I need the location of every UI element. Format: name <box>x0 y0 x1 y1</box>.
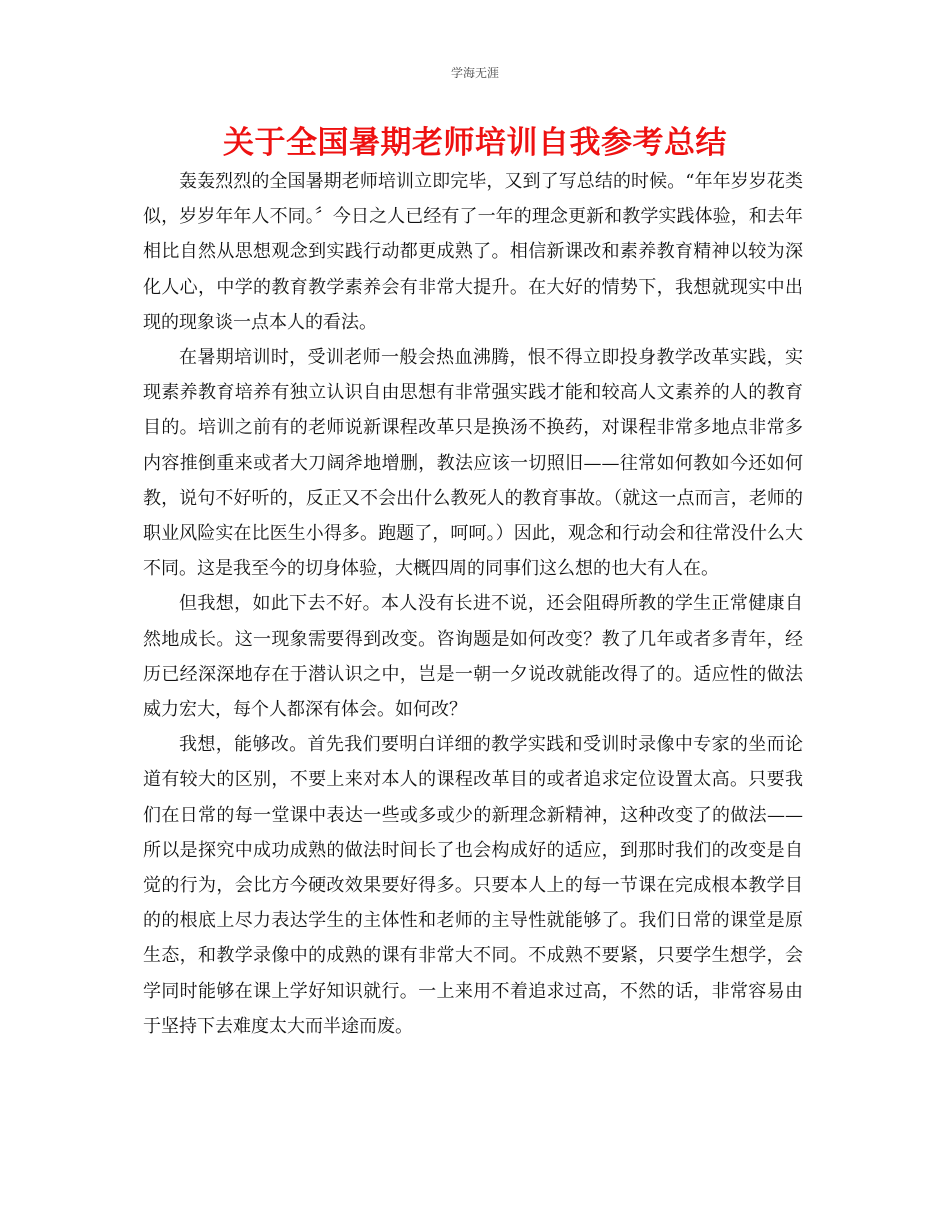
paragraph-4: 我想，能够改。首先我们要明白详细的教学实践和受训时录像中专家的坐而论道有较大的区别，不要上来对本人的课程改革目的或者追求定位设置太高。只要我们在日常的每一堂课中表达一些或多或少的新理念新精神，这种改变了的做法——所以是探究中成功成熟的做法时间长了也会构成好的适应，到那时我们的改变是自觉的行为，会比方今硬改效果要好得多。只要本人上的每一节课在完成根本教学目的的根底上尽力表达学生的主体性和老师的主导性就能够了。我们日常的课堂是原生态，和教学录像中的成熟的课有非常大不同。不成熟不要紧，只要学生想学，会学同时能够在课上学好知识就行。一上来用不着追求过高，不然的话，非常容易由于坚持下去难度太大而半途而废。 <box>143 734 803 1037</box>
paragraph-2: 在暑期培训时，受训老师一般会热血沸腾，恨不得立即投身教学改革实践，实现素养教育培养有独立认识自由思想有非常强实践才能和较高人文素养的人的教育目的。培训之前有的老师说新课程改革只是换汤不换药，对课程非常多地点非常多内容推倒重来或者大刀阔斧地增删，教法应该一切照旧——往常如何教如今还如何教，说句不好听的，反正又不会出什么教死人的教育事故。（就这一点而言，老师的职业风险实在比医生小得多。跑题了，呵呵。）因此，观念和行动会和往常没什么大不同。这是我至今的切身体验，大概四周的同事们这么想的也大有人在。 <box>143 347 803 580</box>
document-body <box>143 164 803 1044</box>
document-title: 关于全国暑期老师培训自我参考总结 <box>223 125 727 161</box>
paragraph-1: 轰轰烈烈的全国暑期老师培训立即完毕，又到了写总结的时候。“年年岁岁花类似，岁岁年年人不同。〞今日之人已经有了一年的理念更新和教学实践体验，和去年相比自然从思想观念到实践行动都更成熟了。相信新课改和素养教育精神以较为深化人心，中学的教育教学素养会有非常大提升。在大好的情势下，我想就现实中出现的现象谈一点本人的看法。 <box>143 171 803 333</box>
page-header: 学海无涯 <box>450 66 499 80</box>
paragraph-3: 但我想，如此下去不好。本人没有长进不说，还会阻碍所教的学生正常健康自然地成长。这一现象需要得到改变。咨询题是如何改变？教了几年或者多青年，经历已经深深地存在于潜认识之中，岂是一朝一夕说改就能改得了的。适应性的做法威力宏大，每个人都深有体会。如何改？ <box>143 593 803 721</box>
